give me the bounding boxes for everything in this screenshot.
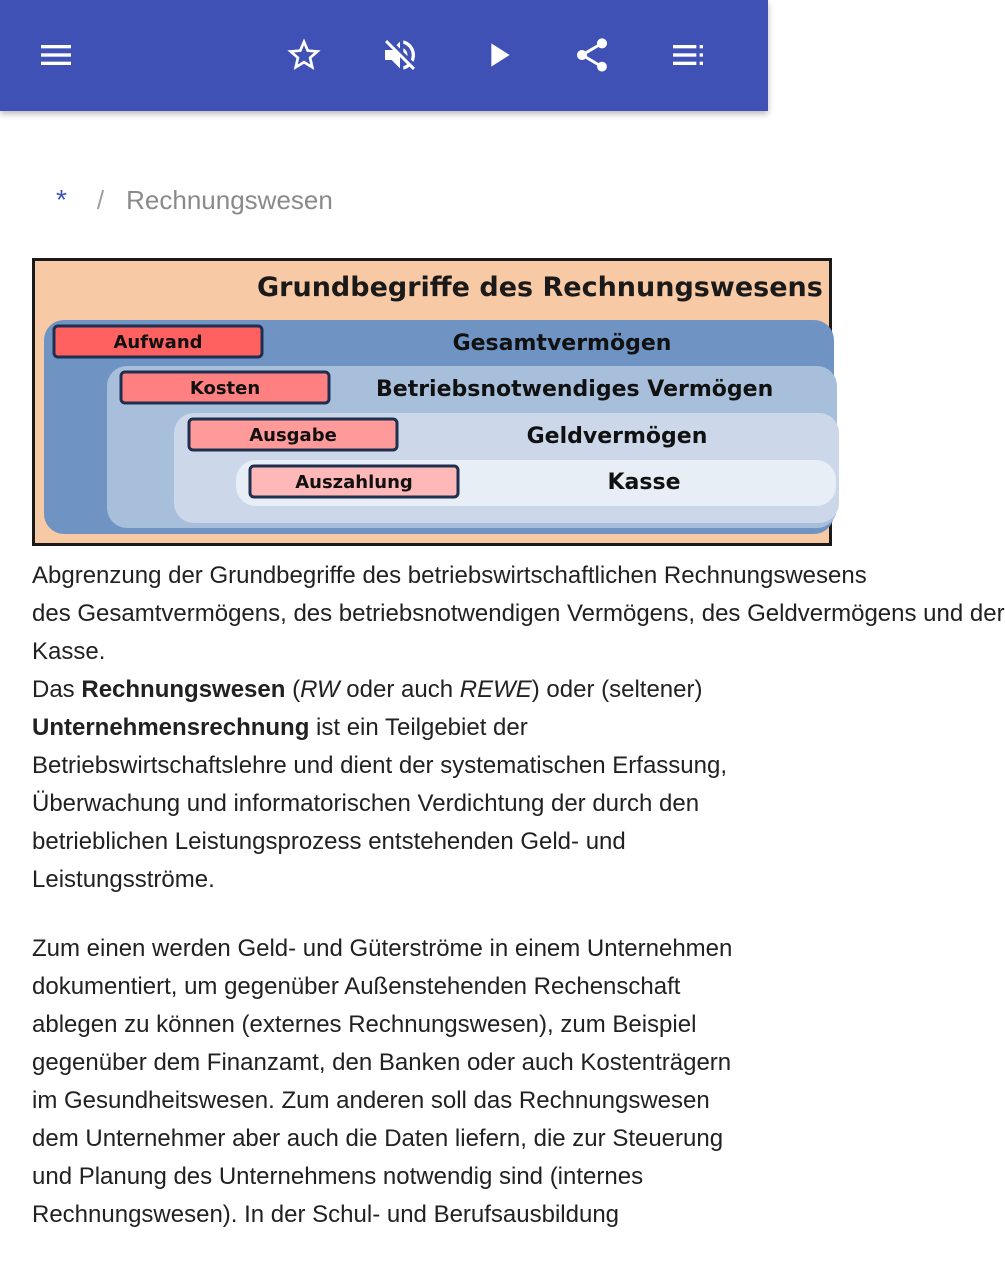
- star-outline-icon: [284, 35, 324, 75]
- caption-line-3: Kasse.: [32, 638, 106, 665]
- badge-auszahlung-label: Auszahlung: [295, 472, 413, 493]
- breadcrumb: [56, 180, 333, 220]
- row-kasse-label: Kasse: [607, 470, 681, 495]
- badge-aufwand-label: Aufwand: [113, 332, 203, 353]
- paragraph-intro: [32, 671, 742, 899]
- text-run: (: [285, 676, 301, 703]
- figure-title: Grundbegriffe des Rechnungswesens: [257, 272, 823, 303]
- favorite-button[interactable]: [276, 27, 332, 83]
- term-rechnungswesen: Rechnungswesen: [81, 676, 286, 703]
- text-run: ist ein Teilgebiet der Betriebswirtschaftslehre und dient der systematischen Erfassung, Überwachung und informatorischen Verdichtung der durch den betrieblichen Leistungsprozess entstehenden Geld- und Leistungsströme.: [32, 714, 728, 893]
- caption-line-2: des Gesamtvermögens, des betriebsnotwendigen Vermögens, des Geldvermögens und der: [32, 600, 1005, 627]
- abbrev-rewe: REWE: [459, 676, 532, 703]
- menu-icon: [36, 35, 76, 75]
- volume-off-icon: [380, 35, 420, 75]
- mute-button[interactable]: [372, 27, 428, 83]
- play-icon: [478, 35, 518, 75]
- text-run: oder auch: [339, 676, 460, 703]
- share-icon: [572, 35, 612, 75]
- term-unternehmensrechnung: Unternehmensrechnung: [32, 714, 310, 741]
- menu-button[interactable]: [28, 27, 84, 83]
- figure-caption: [32, 557, 1005, 671]
- text-run: ) oder (seltener): [531, 676, 703, 703]
- row-geldvermoegen-label: Geldvermögen: [526, 424, 708, 449]
- play-button[interactable]: [470, 27, 526, 83]
- caption-line-1: Abgrenzung der Grundbegriffe des betriebswirtschaftlichen Rechnungswesens: [32, 562, 867, 589]
- row-betriebsnotwendig-label: Betriebsnotwendiges Vermögen: [376, 377, 774, 402]
- article-figure[interactable]: [32, 258, 823, 546]
- breadcrumb-current: Rechnungswesen: [126, 185, 333, 215]
- app-bar: [0, 0, 768, 111]
- badge-ausgabe-label: Ausgabe: [249, 425, 337, 446]
- row-gesamtvermoegen-label: Gesamtvermögen: [452, 331, 672, 356]
- paragraph-second: Zum einen werden Geld- und Güterströme in einem Unternehmen dokumentiert, um gegenüber Außenstehenden Rechenschaft ablegen zu können (externes Rechnungswesen), zum Beispiel gegenüber dem Finanzamt, den Banken oder auch Kostenträgern im Gesundheitswesen. Zum anderen soll das Rechnungswesen dem Unternehmer aber auch die Daten liefern, die zur Steuerung und Planung des Unternehmens notwendig sind (internes Rechnungswesen). In der Schul- und Berufsausbildung: [32, 935, 733, 1228]
- badge-kosten-label: Kosten: [189, 378, 261, 399]
- breadcrumb-root-link[interactable]: *: [56, 184, 67, 215]
- list-icon: [668, 35, 708, 75]
- text-run: Das: [32, 676, 82, 703]
- table-of-contents-button[interactable]: [660, 27, 716, 83]
- breadcrumb-separator: /: [96, 185, 105, 215]
- abbrev-rw: RW: [300, 676, 340, 703]
- share-button[interactable]: [564, 27, 620, 83]
- grundbegriffe-diagram: [32, 258, 832, 546]
